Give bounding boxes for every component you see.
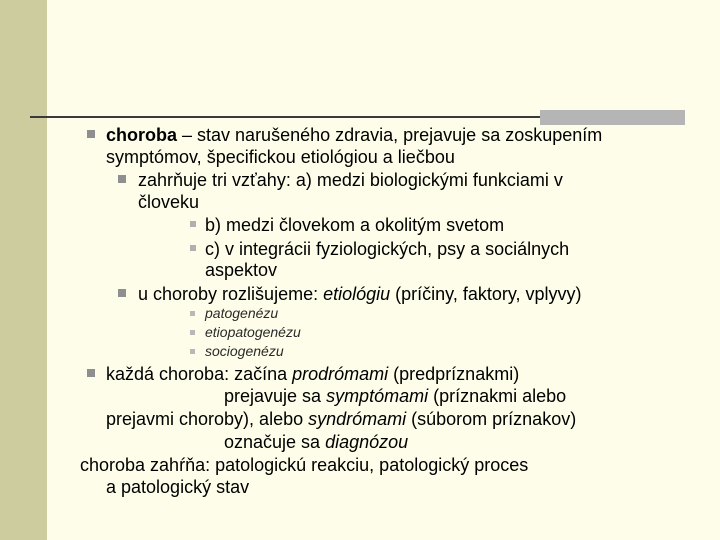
- definition-line-2: symptómov, špecifickou etiológiou a liečbou: [106, 147, 455, 167]
- relations-line-1: zahrňuje tri vzťahy: a) medzi biologickými funkciami v: [138, 170, 563, 190]
- bullet-square-icon: [190, 311, 195, 316]
- sub-item-etiopatogenezu: etiopatogenézu: [205, 324, 301, 340]
- sub-item-sociogenezu: sociogenézu: [205, 343, 284, 359]
- bullet-square-icon: [118, 175, 126, 183]
- bullet-square-icon: [190, 330, 195, 335]
- every-disease-line-1: každá choroba: začína prodrómami (predpríznakmi): [106, 364, 520, 384]
- bullet-square-icon: [190, 245, 196, 251]
- relations-line-2: človeku: [138, 192, 200, 212]
- relation-c-line-1: c) v integrácii fyziologických, psy a sociálnych: [205, 239, 570, 259]
- relation-b: b) medzi človekom a okolitým svetom: [205, 215, 505, 235]
- bullet-square-icon: [118, 289, 126, 297]
- bullet-square-icon: [190, 349, 195, 354]
- definition-line-1: choroba – stav narušeného zdravia, prejavuje sa zoskupením: [106, 125, 603, 145]
- every-disease-line-2: prejavuje sa symptómami (príznakmi alebo: [224, 386, 567, 406]
- sub-item-patogenezu: patogenézu: [205, 305, 279, 321]
- distinguish-line: u choroby rozlišujeme: etiológiu (príčiny, faktory, vplyvy): [138, 284, 582, 304]
- relation-c-line-2: aspektov: [205, 260, 278, 280]
- every-disease-line-4: označuje sa diagnózou: [224, 432, 409, 452]
- bullet-square-icon: [190, 221, 196, 227]
- includes-line-1: choroba zahŕňa: patologickú reakciu, patologický proces: [80, 455, 529, 475]
- bullet-square-icon: [87, 130, 95, 138]
- bullet-square-icon: [87, 369, 95, 377]
- includes-line-2: a patologický stav: [106, 477, 250, 497]
- every-disease-line-3: prejavmi choroby), alebo syndrómami (súborom príznakov): [106, 409, 577, 429]
- term-choroba: choroba: [106, 125, 178, 145]
